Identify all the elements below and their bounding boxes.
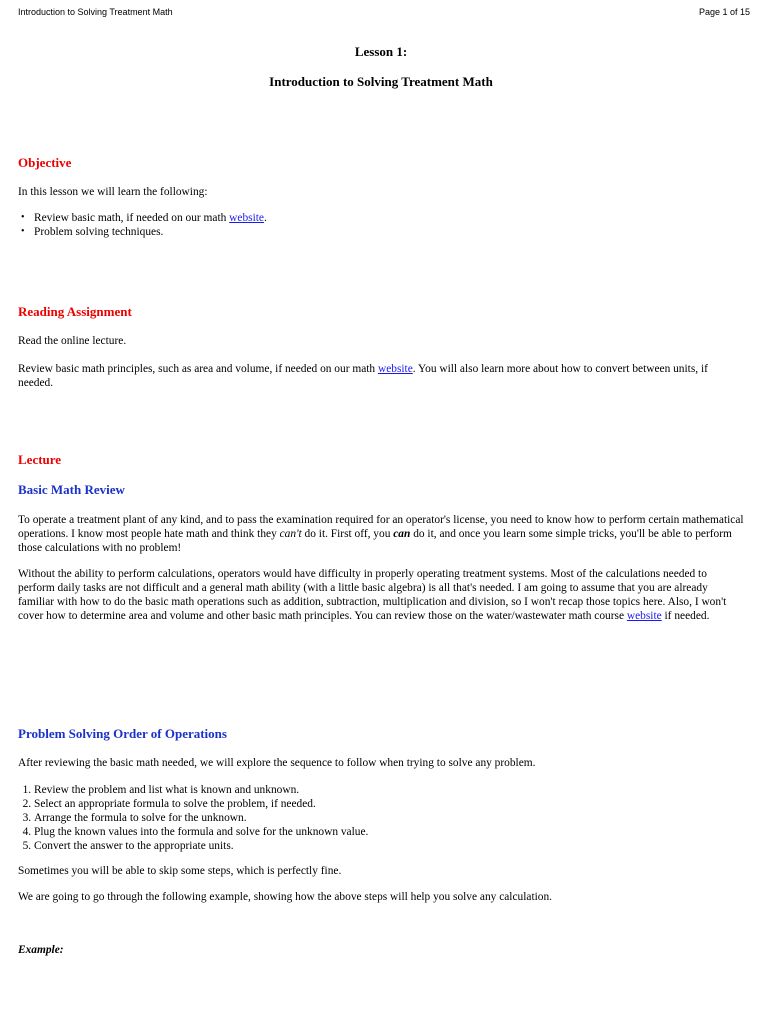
- math-website-link[interactable]: website: [229, 212, 264, 224]
- objective-heading: Objective: [18, 155, 72, 170]
- list-item: 3. Arrange the formula to solve for the unknown.: [34, 811, 368, 825]
- lesson-number: Lesson 1:: [354, 44, 408, 59]
- reading-paragraph-2: Review basic math principles, such as area and volume, if needed on our math website. You will also learn more about how to convert between units, if needed.: [18, 363, 708, 389]
- example-label: Example:: [18, 944, 64, 956]
- list-item: 2. Select an appropriate formula to solve the problem, if needed.: [34, 797, 368, 811]
- header-document-title: Introduction to Solving Treatment Math: [18, 7, 173, 17]
- lecture-paragraph-2: Without the ability to perform calculations, operators would have difficulty in properly operating treatment systems. Most of the calculations needed to perform daily tasks are not difficult and a general math ability (with a little basic algebra) is all that's needed. I am going to assume that you are already familiar with how to do the basic math operations such as addition, subtraction, multiplication and division, so I won't recap those topics here. Also, I won't cover how to determine area and volume and other basic math principles. You can review those on the water/wastewater math course website if needed.: [18, 568, 727, 622]
- list-item: 4. Plug the known values into the formula and solve for the unknown value.: [34, 825, 368, 839]
- list-item: • Review basic math, if needed on our math website.: [34, 211, 267, 225]
- list-item: 1. Review the problem and list what is known and unknown.: [34, 783, 368, 797]
- running-header: [18, 7, 750, 21]
- lecture-paragraph-1: To operate a treatment plant of any kind, and to pass the examination required for an operator's license, you need to know how to perform certain mathematical operations. I know most people hate math and think they can't do it. First off, you can do it, and once you learn some simple tricks, you'll be able to perform those calculations with no problem!: [18, 514, 744, 554]
- list-item: 5. Convert the answer to the appropriate units.: [34, 839, 368, 853]
- math-website-link[interactable]: website: [377, 363, 413, 375]
- page-title: Introduction to Solving Treatment Math: [269, 74, 493, 89]
- header-page-number: Page 1 of 15: [698, 7, 750, 17]
- reading-paragraph-1: Read the online lecture.: [18, 335, 127, 347]
- skip-steps-paragraph: Sometimes you will be able to skip some steps, which is perfectly fine.: [18, 865, 342, 877]
- lecture-heading: Lecture: [18, 452, 62, 467]
- objective-intro: In this lesson we will learn the following:: [18, 186, 208, 198]
- order-intro: After reviewing the basic math needed, we will explore the sequence to follow when trying to solve any problem.: [18, 757, 536, 769]
- order-of-operations-heading: Problem Solving Order of Operations: [18, 726, 227, 741]
- steps-list: [18, 783, 368, 853]
- objective-list: [18, 211, 267, 239]
- example-intro-paragraph: We are going to go through the following example, showing how the above steps will help you solve any calculation.: [18, 891, 553, 903]
- basic-math-review-heading: Basic Math Review: [18, 482, 125, 497]
- reading-heading: Reading Assignment: [18, 304, 132, 319]
- list-item: • Problem solving techniques.: [34, 225, 267, 239]
- math-course-website-link[interactable]: website: [626, 610, 662, 622]
